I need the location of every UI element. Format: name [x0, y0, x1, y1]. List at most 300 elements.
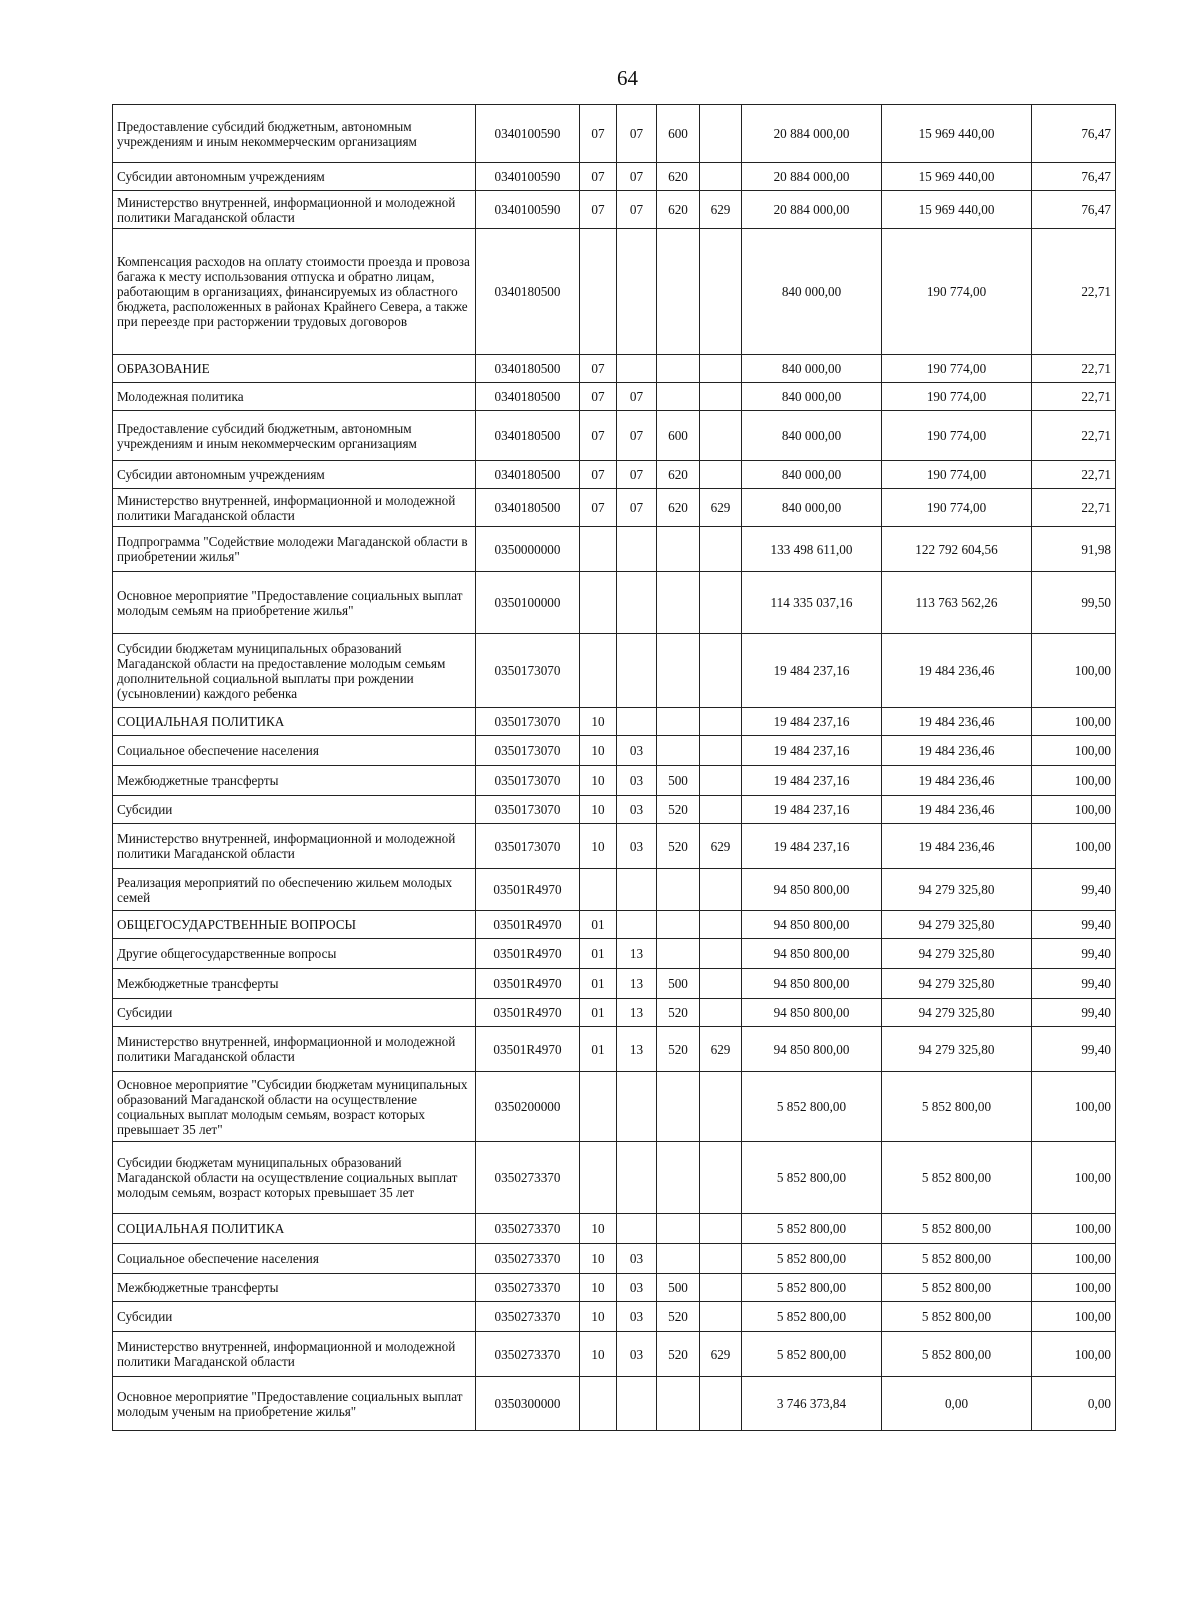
cell-percent: 91,98 [1032, 527, 1116, 572]
cell-name: Министерство внутренней, информационной и молодежной политики Магаданской области [113, 824, 476, 869]
cell-name: Основное мероприятие "Предоставление социальных выплат молодым ученым на приобретение жилья" [113, 1377, 476, 1431]
cell-expense-type: 620 [657, 489, 700, 527]
cell-actual: 94 279 325,80 [882, 969, 1032, 999]
cell-expense-type [657, 911, 700, 939]
cell-code: 0350173070 [476, 708, 580, 736]
cell-expense-type [657, 939, 700, 969]
cell-percent: 100,00 [1032, 1332, 1116, 1377]
cell-section [580, 1377, 617, 1431]
cell-percent: 22,71 [1032, 411, 1116, 461]
cell-code: 0350173070 [476, 796, 580, 824]
cell-admin-code [700, 634, 742, 708]
page-number: 64 [617, 66, 638, 90]
cell-expense-type [657, 572, 700, 634]
cell-expense-type: 520 [657, 999, 700, 1027]
cell-expense-type: 620 [657, 461, 700, 489]
cell-plan: 94 850 800,00 [742, 999, 882, 1027]
cell-actual: 94 279 325,80 [882, 911, 1032, 939]
cell-subsection: 03 [617, 796, 657, 824]
cell-percent: 99,40 [1032, 999, 1116, 1027]
cell-admin-code [700, 163, 742, 191]
cell-percent: 99,40 [1032, 939, 1116, 969]
cell-code: 0350300000 [476, 1377, 580, 1431]
cell-expense-type [657, 229, 700, 355]
cell-section [580, 572, 617, 634]
cell-name: Министерство внутренней, информационной и молодежной политики Магаданской области [113, 1027, 476, 1072]
cell-code: 03501R4970 [476, 1027, 580, 1072]
cell-plan: 5 852 800,00 [742, 1244, 882, 1274]
cell-section: 07 [580, 163, 617, 191]
cell-admin-code [700, 1302, 742, 1332]
cell-code: 0340100590 [476, 163, 580, 191]
cell-code: 0340180500 [476, 355, 580, 383]
table-row [113, 461, 1116, 489]
cell-expense-type: 620 [657, 163, 700, 191]
cell-admin-code [700, 411, 742, 461]
cell-code: 0350173070 [476, 766, 580, 796]
table-row [113, 766, 1116, 796]
cell-section [580, 527, 617, 572]
cell-section: 10 [580, 708, 617, 736]
cell-subsection: 13 [617, 1027, 657, 1072]
table-row [113, 999, 1116, 1027]
cell-actual: 15 969 440,00 [882, 163, 1032, 191]
cell-section: 10 [580, 1332, 617, 1377]
cell-admin-code: 629 [700, 489, 742, 527]
cell-admin-code [700, 969, 742, 999]
table-row [113, 1214, 1116, 1244]
cell-code: 0340180500 [476, 411, 580, 461]
cell-plan: 19 484 237,16 [742, 824, 882, 869]
table-row [113, 969, 1116, 999]
cell-code: 0350273370 [476, 1332, 580, 1377]
cell-name: Межбюджетные трансферты [113, 766, 476, 796]
cell-percent: 100,00 [1032, 796, 1116, 824]
cell-expense-type: 520 [657, 1332, 700, 1377]
cell-admin-code [700, 766, 742, 796]
cell-expense-type [657, 383, 700, 411]
budget-table [112, 104, 1116, 1431]
cell-code: 03501R4970 [476, 969, 580, 999]
cell-actual: 19 484 236,46 [882, 796, 1032, 824]
table-row [113, 527, 1116, 572]
cell-name: Предоставление субсидий бюджетным, автономным учреждениям и иным некоммерческим организациям [113, 105, 476, 163]
cell-subsection: 03 [617, 766, 657, 796]
cell-actual: 5 852 800,00 [882, 1072, 1032, 1142]
cell-name: Министерство внутренней, информационной и молодежной политики Магаданской области [113, 191, 476, 229]
cell-actual: 15 969 440,00 [882, 105, 1032, 163]
cell-code: 0350173070 [476, 634, 580, 708]
cell-expense-type [657, 1377, 700, 1431]
cell-section: 07 [580, 355, 617, 383]
cell-section: 01 [580, 969, 617, 999]
cell-percent: 76,47 [1032, 105, 1116, 163]
cell-name: Подпрограмма "Содействие молодежи Магаданской области в приобретении жилья" [113, 527, 476, 572]
cell-plan: 3 746 373,84 [742, 1377, 882, 1431]
cell-actual: 19 484 236,46 [882, 736, 1032, 766]
cell-admin-code [700, 1214, 742, 1244]
cell-percent: 100,00 [1032, 634, 1116, 708]
cell-admin-code [700, 527, 742, 572]
cell-percent: 22,71 [1032, 229, 1116, 355]
cell-actual: 19 484 236,46 [882, 824, 1032, 869]
cell-percent: 22,71 [1032, 461, 1116, 489]
cell-subsection: 03 [617, 1332, 657, 1377]
cell-admin-code: 629 [700, 191, 742, 229]
cell-code: 0350273370 [476, 1142, 580, 1214]
cell-actual: 94 279 325,80 [882, 1027, 1032, 1072]
cell-section [580, 229, 617, 355]
cell-actual: 94 279 325,80 [882, 939, 1032, 969]
cell-plan: 20 884 000,00 [742, 191, 882, 229]
cell-subsection [617, 634, 657, 708]
cell-subsection: 07 [617, 461, 657, 489]
cell-section: 10 [580, 1302, 617, 1332]
table-row [113, 229, 1116, 355]
cell-actual: 5 852 800,00 [882, 1302, 1032, 1332]
cell-section [580, 1142, 617, 1214]
cell-plan: 114 335 037,16 [742, 572, 882, 634]
cell-actual: 190 774,00 [882, 229, 1032, 355]
cell-expense-type [657, 527, 700, 572]
cell-name: Социальное обеспечение населения [113, 1244, 476, 1274]
cell-name: Межбюджетные трансферты [113, 1274, 476, 1302]
table-body [113, 105, 1116, 1431]
cell-expense-type [657, 1142, 700, 1214]
cell-code: 03501R4970 [476, 999, 580, 1027]
cell-subsection [617, 572, 657, 634]
cell-subsection: 07 [617, 383, 657, 411]
cell-admin-code [700, 911, 742, 939]
cell-section: 01 [580, 999, 617, 1027]
cell-expense-type: 500 [657, 1274, 700, 1302]
table-row [113, 939, 1116, 969]
cell-name: Молодежная политика [113, 383, 476, 411]
table-row [113, 796, 1116, 824]
cell-actual: 190 774,00 [882, 489, 1032, 527]
cell-plan: 5 852 800,00 [742, 1072, 882, 1142]
cell-subsection: 03 [617, 1274, 657, 1302]
cell-name: Субсидии [113, 1302, 476, 1332]
cell-expense-type [657, 355, 700, 383]
cell-code: 0350100000 [476, 572, 580, 634]
cell-plan: 94 850 800,00 [742, 939, 882, 969]
cell-name: Субсидии бюджетам муниципальных образований Магаданской области на осуществление социальных выплат молодым семьям, возраст которых превышает 35 лет [113, 1142, 476, 1214]
cell-section: 07 [580, 411, 617, 461]
cell-name: Предоставление субсидий бюджетным, автономным учреждениям и иным некоммерческим организациям [113, 411, 476, 461]
cell-percent: 22,71 [1032, 489, 1116, 527]
cell-code: 0340100590 [476, 191, 580, 229]
cell-subsection [617, 355, 657, 383]
cell-name: Реализация мероприятий по обеспечению жильем молодых семей [113, 869, 476, 911]
cell-expense-type: 520 [657, 1027, 700, 1072]
cell-code: 0340180500 [476, 383, 580, 411]
cell-percent: 99,40 [1032, 911, 1116, 939]
cell-name: Компенсация расходов на оплату стоимости проезда и провоза багажа к месту использования отпуска и обратно лицам, работающим в организациях, финансируемых из областного бюджета, расположенных в районах Крайнего Севера, а также при переезде при расторжении трудовых договоров [113, 229, 476, 355]
table-row [113, 1027, 1116, 1072]
cell-percent: 22,71 [1032, 355, 1116, 383]
cell-actual: 5 852 800,00 [882, 1274, 1032, 1302]
cell-name: Субсидии [113, 999, 476, 1027]
cell-name: Субсидии [113, 796, 476, 824]
cell-plan: 19 484 237,16 [742, 708, 882, 736]
cell-subsection: 13 [617, 939, 657, 969]
cell-plan: 19 484 237,16 [742, 634, 882, 708]
table-row [113, 634, 1116, 708]
cell-subsection [617, 1377, 657, 1431]
cell-actual: 190 774,00 [882, 461, 1032, 489]
cell-expense-type: 620 [657, 191, 700, 229]
table-row [113, 489, 1116, 527]
cell-admin-code [700, 939, 742, 969]
cell-expense-type [657, 708, 700, 736]
table-row [113, 572, 1116, 634]
cell-plan: 94 850 800,00 [742, 869, 882, 911]
cell-actual: 0,00 [882, 1377, 1032, 1431]
cell-expense-type [657, 634, 700, 708]
cell-subsection: 07 [617, 411, 657, 461]
cell-name: Межбюджетные трансферты [113, 969, 476, 999]
cell-code: 0350273370 [476, 1274, 580, 1302]
cell-section: 07 [580, 489, 617, 527]
cell-expense-type: 500 [657, 766, 700, 796]
cell-expense-type [657, 1244, 700, 1274]
cell-section: 07 [580, 105, 617, 163]
cell-code: 03501R4970 [476, 939, 580, 969]
cell-actual: 190 774,00 [882, 411, 1032, 461]
cell-expense-type: 600 [657, 411, 700, 461]
cell-actual: 94 279 325,80 [882, 999, 1032, 1027]
cell-plan: 19 484 237,16 [742, 796, 882, 824]
cell-subsection: 13 [617, 969, 657, 999]
table-row [113, 824, 1116, 869]
table-row [113, 708, 1116, 736]
cell-plan: 133 498 611,00 [742, 527, 882, 572]
cell-percent: 100,00 [1032, 708, 1116, 736]
cell-code: 0350173070 [476, 736, 580, 766]
cell-section: 10 [580, 766, 617, 796]
cell-admin-code [700, 1274, 742, 1302]
cell-expense-type [657, 869, 700, 911]
cell-subsection: 03 [617, 824, 657, 869]
cell-admin-code [700, 355, 742, 383]
cell-expense-type [657, 1214, 700, 1244]
cell-code: 0340180500 [476, 461, 580, 489]
cell-percent: 100,00 [1032, 824, 1116, 869]
cell-percent: 100,00 [1032, 1214, 1116, 1244]
cell-actual: 5 852 800,00 [882, 1332, 1032, 1377]
cell-section: 07 [580, 191, 617, 229]
cell-percent: 100,00 [1032, 1274, 1116, 1302]
cell-section: 07 [580, 461, 617, 489]
cell-percent: 76,47 [1032, 191, 1116, 229]
cell-admin-code [700, 461, 742, 489]
cell-expense-type [657, 736, 700, 766]
cell-expense-type: 500 [657, 969, 700, 999]
cell-section [580, 1072, 617, 1142]
cell-actual: 5 852 800,00 [882, 1244, 1032, 1274]
cell-section: 10 [580, 1244, 617, 1274]
cell-percent: 0,00 [1032, 1377, 1116, 1431]
cell-expense-type: 520 [657, 1302, 700, 1332]
cell-subsection: 07 [617, 163, 657, 191]
cell-plan: 94 850 800,00 [742, 911, 882, 939]
table-row [113, 1072, 1116, 1142]
cell-section: 07 [580, 383, 617, 411]
cell-actual: 5 852 800,00 [882, 1214, 1032, 1244]
cell-plan: 19 484 237,16 [742, 736, 882, 766]
cell-percent: 76,47 [1032, 163, 1116, 191]
table-row [113, 105, 1116, 163]
cell-actual: 190 774,00 [882, 355, 1032, 383]
cell-subsection [617, 229, 657, 355]
cell-percent: 100,00 [1032, 1072, 1116, 1142]
cell-actual: 15 969 440,00 [882, 191, 1032, 229]
cell-admin-code [700, 1072, 742, 1142]
cell-plan: 840 000,00 [742, 489, 882, 527]
cell-subsection [617, 911, 657, 939]
table-row [113, 1274, 1116, 1302]
table-row [113, 163, 1116, 191]
cell-section: 10 [580, 736, 617, 766]
cell-code: 0350273370 [476, 1244, 580, 1274]
cell-admin-code [700, 383, 742, 411]
cell-actual: 113 763 562,26 [882, 572, 1032, 634]
table-row [113, 1302, 1116, 1332]
cell-section: 01 [580, 939, 617, 969]
cell-actual: 19 484 236,46 [882, 634, 1032, 708]
cell-plan: 5 852 800,00 [742, 1274, 882, 1302]
table-row [113, 1244, 1116, 1274]
cell-expense-type: 520 [657, 796, 700, 824]
cell-name: СОЦИАЛЬНАЯ ПОЛИТИКА [113, 1214, 476, 1244]
cell-admin-code [700, 736, 742, 766]
cell-actual: 94 279 325,80 [882, 869, 1032, 911]
cell-name: Субсидии автономным учреждениям [113, 163, 476, 191]
cell-subsection: 07 [617, 191, 657, 229]
cell-name: Министерство внутренней, информационной и молодежной политики Магаданской области [113, 489, 476, 527]
cell-name: Основное мероприятие "Предоставление социальных выплат молодым семьям на приобретение жилья" [113, 572, 476, 634]
cell-actual: 122 792 604,56 [882, 527, 1032, 572]
cell-plan: 19 484 237,16 [742, 766, 882, 796]
cell-subsection: 13 [617, 999, 657, 1027]
cell-subsection: 03 [617, 1244, 657, 1274]
cell-admin-code [700, 869, 742, 911]
cell-subsection [617, 1142, 657, 1214]
cell-code: 0340180500 [476, 489, 580, 527]
cell-name: Социальное обеспечение населения [113, 736, 476, 766]
cell-plan: 5 852 800,00 [742, 1142, 882, 1214]
table-row [113, 869, 1116, 911]
table-row [113, 736, 1116, 766]
cell-admin-code [700, 229, 742, 355]
table-row [113, 1142, 1116, 1214]
cell-plan: 20 884 000,00 [742, 105, 882, 163]
cell-expense-type: 520 [657, 824, 700, 869]
cell-subsection [617, 527, 657, 572]
cell-code: 0350273370 [476, 1214, 580, 1244]
cell-section: 01 [580, 911, 617, 939]
cell-section [580, 869, 617, 911]
table-row [113, 411, 1116, 461]
cell-admin-code [700, 708, 742, 736]
cell-name: СОЦИАЛЬНАЯ ПОЛИТИКА [113, 708, 476, 736]
cell-code: 0340180500 [476, 229, 580, 355]
cell-admin-code [700, 572, 742, 634]
cell-subsection: 07 [617, 489, 657, 527]
cell-actual: 5 852 800,00 [882, 1142, 1032, 1214]
cell-plan: 20 884 000,00 [742, 163, 882, 191]
cell-admin-code: 629 [700, 1332, 742, 1377]
cell-section: 01 [580, 1027, 617, 1072]
table-row [113, 355, 1116, 383]
cell-admin-code [700, 1377, 742, 1431]
cell-percent: 22,71 [1032, 383, 1116, 411]
cell-plan: 840 000,00 [742, 411, 882, 461]
cell-subsection: 03 [617, 1302, 657, 1332]
cell-actual: 19 484 236,46 [882, 766, 1032, 796]
cell-admin-code: 629 [700, 824, 742, 869]
table-row [113, 1377, 1116, 1431]
cell-plan: 840 000,00 [742, 355, 882, 383]
cell-code: 0350200000 [476, 1072, 580, 1142]
table-row [113, 1332, 1116, 1377]
cell-expense-type: 600 [657, 105, 700, 163]
cell-code: 03501R4970 [476, 869, 580, 911]
cell-name: Основное мероприятие "Субсидии бюджетам муниципальных образований Магаданской области на осуществление социальных выплат молодым семьям, возраст которых превышает 35 лет" [113, 1072, 476, 1142]
cell-percent: 100,00 [1032, 766, 1116, 796]
cell-actual: 19 484 236,46 [882, 708, 1032, 736]
cell-section: 10 [580, 1274, 617, 1302]
cell-plan: 840 000,00 [742, 229, 882, 355]
cell-code: 0340100590 [476, 105, 580, 163]
cell-subsection: 03 [617, 736, 657, 766]
cell-plan: 5 852 800,00 [742, 1302, 882, 1332]
cell-plan: 5 852 800,00 [742, 1332, 882, 1377]
cell-section: 10 [580, 824, 617, 869]
cell-admin-code [700, 796, 742, 824]
cell-admin-code [700, 1142, 742, 1214]
cell-percent: 99,40 [1032, 969, 1116, 999]
cell-subsection [617, 1072, 657, 1142]
cell-percent: 99,50 [1032, 572, 1116, 634]
cell-section: 10 [580, 796, 617, 824]
cell-section: 10 [580, 1214, 617, 1244]
cell-admin-code [700, 105, 742, 163]
cell-code: 0350000000 [476, 527, 580, 572]
cell-name: Другие общегосударственные вопросы [113, 939, 476, 969]
cell-subsection [617, 1214, 657, 1244]
cell-plan: 94 850 800,00 [742, 969, 882, 999]
cell-code: 03501R4970 [476, 911, 580, 939]
cell-percent: 99,40 [1032, 1027, 1116, 1072]
cell-plan: 840 000,00 [742, 461, 882, 489]
table-row [113, 911, 1116, 939]
cell-name: Субсидии бюджетам муниципальных образований Магаданской области на предоставление молодым семьям дополнительной социальной выплаты при рождении (усыновлении) каждого ребенка [113, 634, 476, 708]
cell-plan: 5 852 800,00 [742, 1214, 882, 1244]
cell-admin-code: 629 [700, 1027, 742, 1072]
cell-admin-code [700, 999, 742, 1027]
cell-percent: 100,00 [1032, 1244, 1116, 1274]
table-row [113, 383, 1116, 411]
cell-name: Министерство внутренней, информационной и молодежной политики Магаданской области [113, 1332, 476, 1377]
cell-expense-type [657, 1072, 700, 1142]
cell-name: ОБРАЗОВАНИЕ [113, 355, 476, 383]
table-row [113, 191, 1116, 229]
cell-subsection: 07 [617, 105, 657, 163]
cell-plan: 94 850 800,00 [742, 1027, 882, 1072]
cell-percent: 100,00 [1032, 736, 1116, 766]
